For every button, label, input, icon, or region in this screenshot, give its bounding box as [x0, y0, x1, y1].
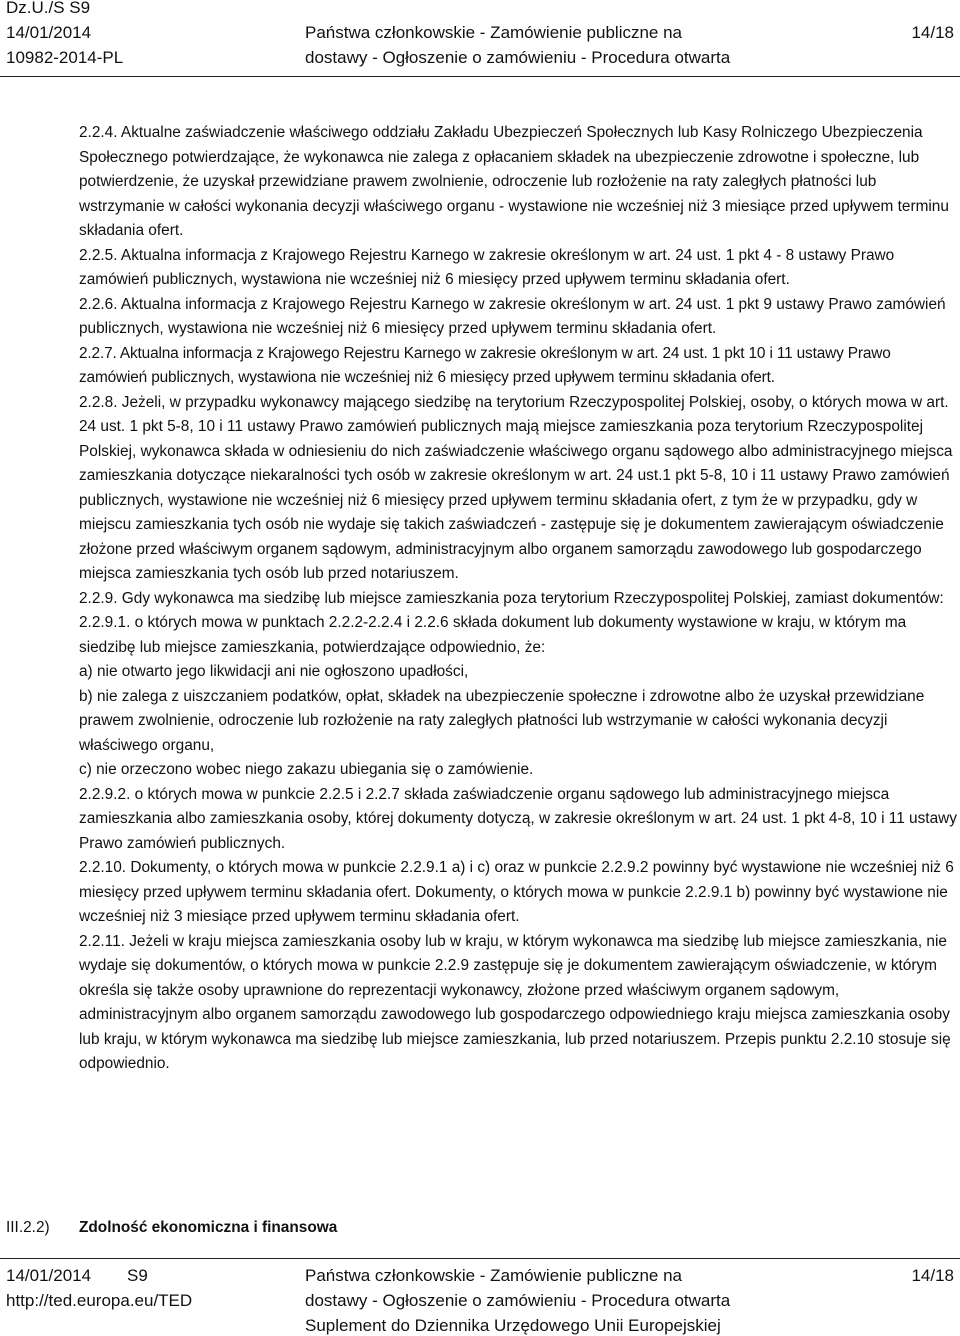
header-date: 14/01/2014 — [6, 23, 92, 42]
paragraph-2-2-9-2: 2.2.9.2. o których mowa w punkcie 2.2.5 i 2.2.7 składa zaświadczenie organu sądowego lub administracyjnego miejsca zamieszkania albo zamieszkania osoby, której dokumenty dotyczą, w zakresie określonym w art. 24 ust. 1 pkt 4-8, 10 i 11 ustawy Prawo zamówień publicznych. — [79, 785, 957, 852]
footer-page-number: 14/18 — [911, 1266, 954, 1285]
footer-url: http://ted.europa.eu/TED — [6, 1291, 193, 1310]
document-body — [79, 121, 957, 1077]
footer-supplement: Suplement do Dziennika Urzędowego Unii Europejskiej — [305, 1316, 721, 1335]
page-header — [0, 0, 960, 77]
paragraph-2-2-10: 2.2.10. Dokumenty, o których mowa w punkcie 2.2.9.1 a) i c) oraz w punkcie 2.2.9.2 powinny być wystawione nie wcześniej niż 6 miesięcy przed upływem terminu składania ofert. Dokumenty, o których mowa w punkcie 2.2.9.1 b) powinny być wystawione nie wcześniej niż 3 miesiące przed upływem terminu składania ofert. — [79, 859, 954, 925]
section-number: III.2.2) — [6, 1219, 50, 1236]
page-footer — [0, 1258, 960, 1335]
paragraph-2-2-5: 2.2.5. Aktualna informacja z Krajowego Rejestru Karnego w zakresie określonym w art. 24 ust. 1 pkt 4 - 8 ustawy Prawo zamówień publicznych, wystawiona nie wcześniej niż 6 miesięcy przed upływem terminu składania ofert. — [79, 246, 895, 288]
header-title-line2: dostawy - Ogłoszenie o zamówieniu - Procedura otwarta — [305, 48, 731, 67]
paragraph-2-2-9: 2.2.9. Gdy wykonawca ma siedzibę lub miejsce zamieszkania poza terytorium Rzeczypospolitej Polskiej, zamiast dokumentów: — [79, 589, 944, 607]
footer-title-line2: dostawy - Ogłoszenie o zamówieniu - Procedura otwarta — [305, 1291, 731, 1310]
paragraph-2-2-7: 2.2.7. Aktualna informacja z Krajowego Rejestru Karnego w zakresie określonym w art. 24 ust. 1 pkt 10 i 11 ustawy Prawo zamówień publicznych, wystawiona nie wcześniej niż 6 miesięcy przed upływem terminu składania ofert. — [79, 344, 891, 386]
footer-series: S9 — [127, 1266, 148, 1285]
header-journal-ref: Dz.U./S S9 — [6, 0, 91, 17]
footer-title-line1: Państwa członkowskie - Zamówienie publiczne na — [305, 1266, 683, 1285]
section-title: Zdolność ekonomiczna i finansowa — [79, 1219, 338, 1236]
paragraph-2-2-9-1: 2.2.9.1. o których mowa w punktach 2.2.2-2.2.4 i 2.2.6 składa dokument lub dokumenty wystawione w kraju, w którym ma siedzibę lub miejsce zamieszkania, potwierdzające odpowiednio, że: — [79, 614, 907, 656]
paragraph-2-2-8: 2.2.8. Jeżeli, w przypadku wykonawcy mającego siedzibę na terytorium Rzeczypospolitej Polskiej, osoby, o których mowa w art. 24 ust. 1 pkt 5-8, 10 i 11 ustawy Prawo zamówień publicznych mają miejsce zamieszkania poza terytorium Rzeczypospolitej Polskiej, wykonawca składa w odniesieniu do nich zaświadczenie właściwego organu sądowego albo administracyjnego miejsca zamieszkania dotyczące niekaralności tych osób w zakresie określonym w art. 24 ust.1 pkt 5-8, 10 i 11 ustawy Prawo zamówień publicznych, wystawione nie wcześniej niż 6 miesięcy przed upływem terminu składania ofert, z tym że w przypadku, gdy w miejscu zamieszkania tych osób nie wydaje się takich zaświadczeń - zastępuje się je dokumentem zawierającym oświadczenie złożone przed właściwym organem sądowym, administracyjnym albo organem samorządu zawodowego lub gospodarczego miejsca zamieszkania tych osób lub przed notariuszem. — [79, 393, 953, 582]
footer-date: 14/01/2014 — [6, 1266, 92, 1285]
paragraph-item-b: b) nie zalega z uiszczaniem podatków, opłat, składek na ubezpieczenie społeczne i zdrowotne albo że uzyskał przewidziane prawem zwolnienie, odroczenie lub rozłożenie na raty zaległych płatności lub wstrzymanie w całości wykonania decyzji właściwego organu, — [79, 687, 925, 754]
paragraph-item-a: a) nie otwarto jego likwidacji ani nie ogłoszono upadłości, — [79, 663, 469, 680]
paragraph-2-2-6: 2.2.6. Aktualna informacja z Krajowego Rejestru Karnego w zakresie określonym w art. 24 ust. 1 pkt 9 ustawy Prawo zamówień publicznych, wystawiona nie wcześniej niż 6 miesięcy przed upływem terminu składania ofert. — [79, 295, 946, 337]
paragraph-2-2-11: 2.2.11. Jeżeli w kraju miejsca zamieszkania osoby lub w kraju, w którym wykonawca ma siedzibę lub miejsce zamieszkania, nie wydaje się dokumentów, o których mowa w punkcie 2.2.9 zastępuje się je dokumentem zawierającym oświadczenie, w którym określa się także osoby uprawnione do reprezentacji wykonawcy, złożone przed właściwym organem sądowym, administracyjnym albo organem samorządu zawodowego lub gospodarczego odpowiedniego kraju miejsca zamieszkania osoby lub kraju, w którym wykonawca ma siedzibę lub miejsce zamieszkania, lub przed notariuszem. Przepis punktu 2.2.10 stosuje się odpowiednio. — [79, 932, 951, 1072]
paragraph-2-2-4: 2.2.4. Aktualne zaświadczenie właściwego oddziału Zakładu Ubezpieczeń Społecznych lub Kasy Rolniczego Ubezpieczenia Społecznego potwierdzające, że wykonawca nie zalega z opłacaniem składek na ubezpieczenie zdrowotne i społeczne, lub potwierdzenie, że uzyskał przewidziane prawem zwolnienie, odroczenie lub rozłożenie na raty zaległych płatności lub wstrzymanie w całości wykonania decyzji właściwego organu - wystawione nie wcześniej niż 3 miesiące przed upływem terminu składania ofert. — [79, 124, 949, 239]
paragraph-item-c: c) nie orzeczono wobec niego zakazu ubiegania się o zamówienie. — [79, 761, 534, 778]
header-document-number: 10982-2014-PL — [6, 48, 124, 67]
header-page-number: 14/18 — [911, 23, 954, 42]
header-title-line1: Państwa członkowskie - Zamówienie publiczne na — [305, 23, 683, 42]
